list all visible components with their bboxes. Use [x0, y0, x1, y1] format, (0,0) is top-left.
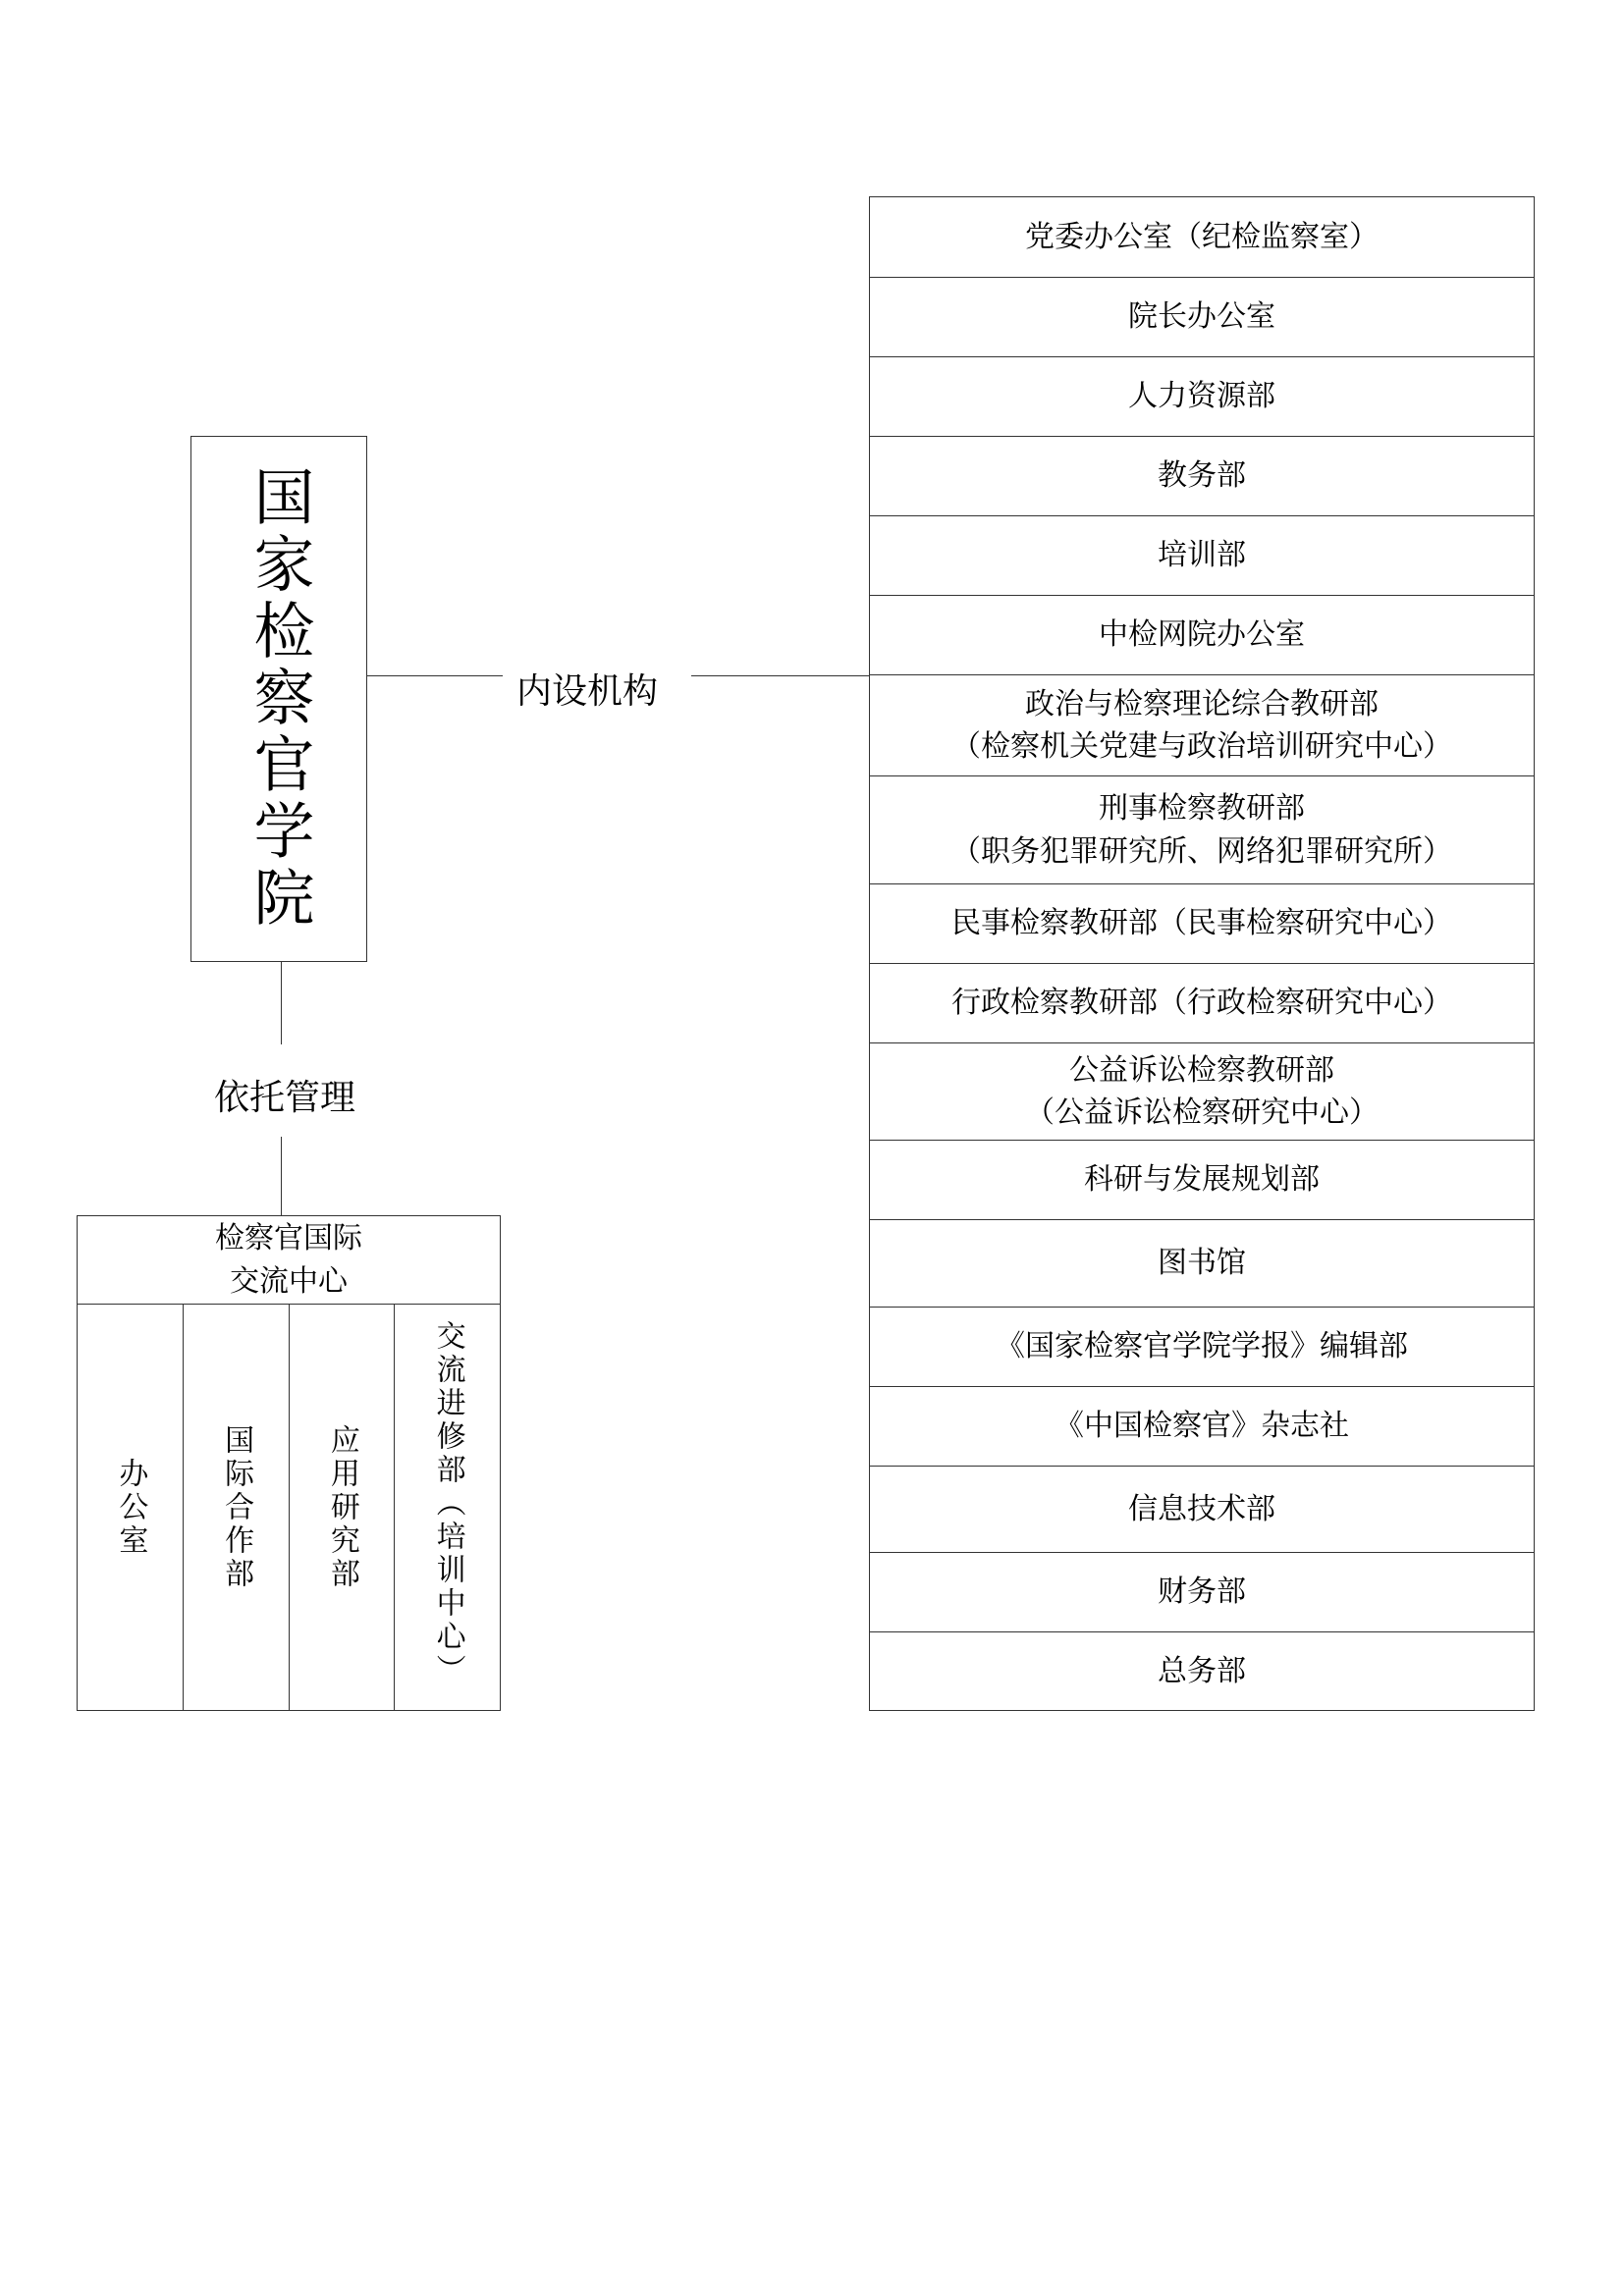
department-list	[869, 196, 1535, 1711]
exchange-center-box	[77, 1215, 501, 1711]
exchange-unit-label: 国际合作部	[219, 1423, 254, 1591]
department-item: 培训部	[870, 516, 1534, 596]
main-institution-box	[190, 436, 367, 962]
department-item: 信息技术部	[870, 1467, 1534, 1553]
connector-main-to-label	[367, 675, 503, 676]
exchange-unit-label: 交流进修部（培训中心）	[430, 1320, 465, 1687]
main-institution-title: 国家检察官学院	[244, 465, 315, 933]
exchange-unit	[78, 1305, 184, 1710]
department-item: 院长办公室	[870, 278, 1534, 357]
department-item: 党委办公室（纪检监察室）	[870, 197, 1534, 278]
department-item: 刑事检察教研部 （职务犯罪研究所、网络犯罪研究所）	[870, 776, 1534, 884]
department-item: 民事检察教研部（民事检察研究中心）	[870, 884, 1534, 964]
department-item: 《国家检察官学院学报》编辑部	[870, 1308, 1534, 1387]
department-item: 人力资源部	[870, 357, 1534, 437]
department-item: 教务部	[870, 437, 1534, 516]
department-item: 中检网院办公室	[870, 596, 1534, 675]
exchange-unit	[290, 1305, 396, 1710]
exchange-unit	[395, 1305, 500, 1710]
exchange-unit-label: 办公室	[113, 1457, 148, 1558]
exchange-center-units	[78, 1305, 500, 1710]
connector-entrusted-to-center	[281, 1137, 282, 1215]
department-item: 政治与检察理论综合教研部 （检察机关党建与政治培训研究中心）	[870, 675, 1534, 776]
connector-main-to-entrusted	[281, 962, 282, 1044]
department-item: 财务部	[870, 1553, 1534, 1632]
exchange-unit	[184, 1305, 290, 1710]
exchange-unit-label: 应用研究部	[324, 1423, 359, 1591]
department-item: 行政检察教研部（行政检察研究中心）	[870, 964, 1534, 1043]
entrusted-management-label: 依托管理	[214, 1078, 356, 1118]
department-item: 图书馆	[870, 1220, 1534, 1308]
exchange-center-title: 检察官国际 交流中心	[78, 1216, 500, 1305]
internal-departments-label: 内设机构	[516, 671, 659, 712]
department-item: 公益诉讼检察教研部 （公益诉讼检察研究中心）	[870, 1043, 1534, 1141]
connector-label-to-departments	[691, 675, 869, 676]
department-item: 总务部	[1158, 1653, 1246, 1688]
department-item: 科研与发展规划部	[870, 1141, 1534, 1220]
department-item: 《中国检察官》杂志社	[870, 1387, 1534, 1467]
